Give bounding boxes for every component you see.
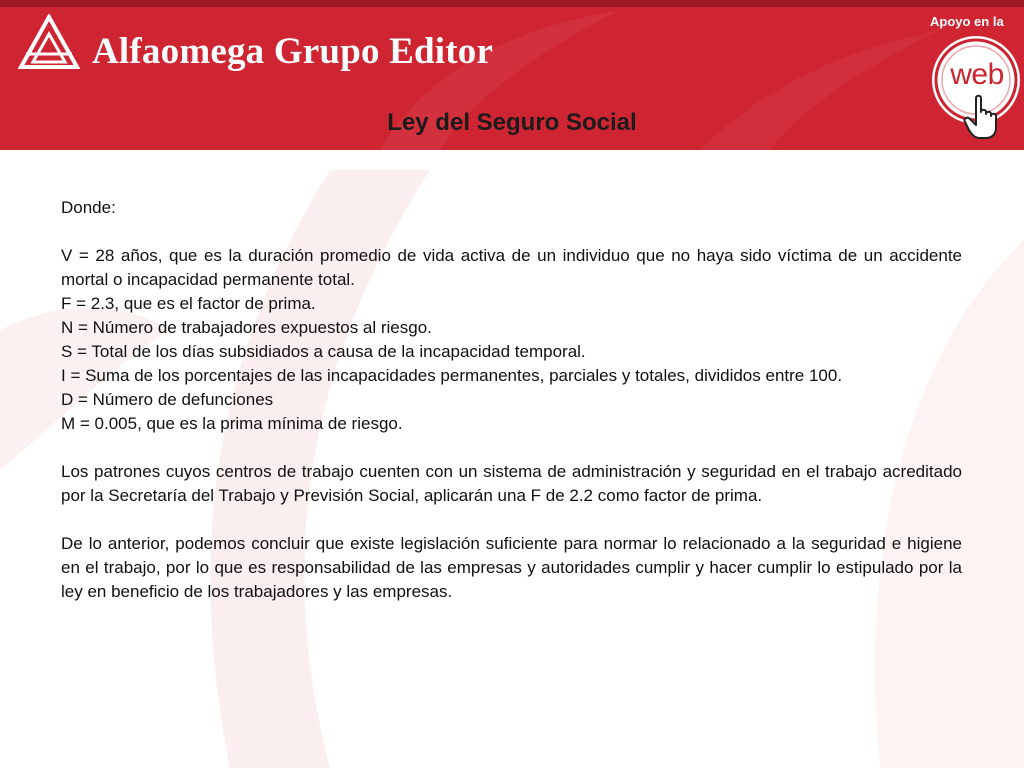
paragraph-patrones: Los patrones cuyos centros de trabajo cuenten con un sistema de administración y seguridad en el trabajo acreditado por la Secretaría del Trabajo y Previsión Social, aplicarán una F de 2.2 como factor de prima. — [61, 462, 962, 505]
definition-f: F = 2.3, que es el factor de prima. — [61, 294, 316, 313]
definition-m: M = 0.005, que es la prima mínima de riesgo. — [61, 414, 403, 433]
definition-s: S = Total de los días subsidiados a causa de la incapacidad temporal. — [61, 342, 586, 361]
definition-i: I = Suma de los porcentajes de las incapacidades permanentes, parciales y totales, divididos entre 100. — [61, 366, 843, 385]
slide-header — [0, 0, 1024, 150]
alfaomega-logo-icon — [18, 14, 80, 70]
definition-d: D = Número de defunciones — [61, 390, 274, 409]
slide-title: Ley del Seguro Social — [387, 109, 637, 136]
web-badge-label: Apoyo en la — [930, 14, 1004, 29]
paragraph-conclusion: De lo anterior, podemos concluir que existe legislación suficiente para normar lo relacionado a la seguridad e higiene en el trabajo, por lo que es responsabilidad de las empresas y autoridades cumplir y hacer cumplir lo estipulado por la ley en beneficio de los trabajadores y las empresas. — [61, 534, 962, 601]
web-badge-text: web — [950, 58, 1004, 91]
intro-text: Donde: — [61, 198, 116, 217]
brand-name: Alfaomega Grupo Editor — [92, 31, 494, 72]
slide-body — [61, 196, 962, 604]
definition-n: N = Número de trabajadores expuestos al riesgo. — [61, 318, 432, 337]
definition-v: V = 28 años, que es la duración promedio de vida activa de un individuo que no haya sido víctima de un accidente mortal o incapacidad permanente total. — [61, 246, 962, 289]
